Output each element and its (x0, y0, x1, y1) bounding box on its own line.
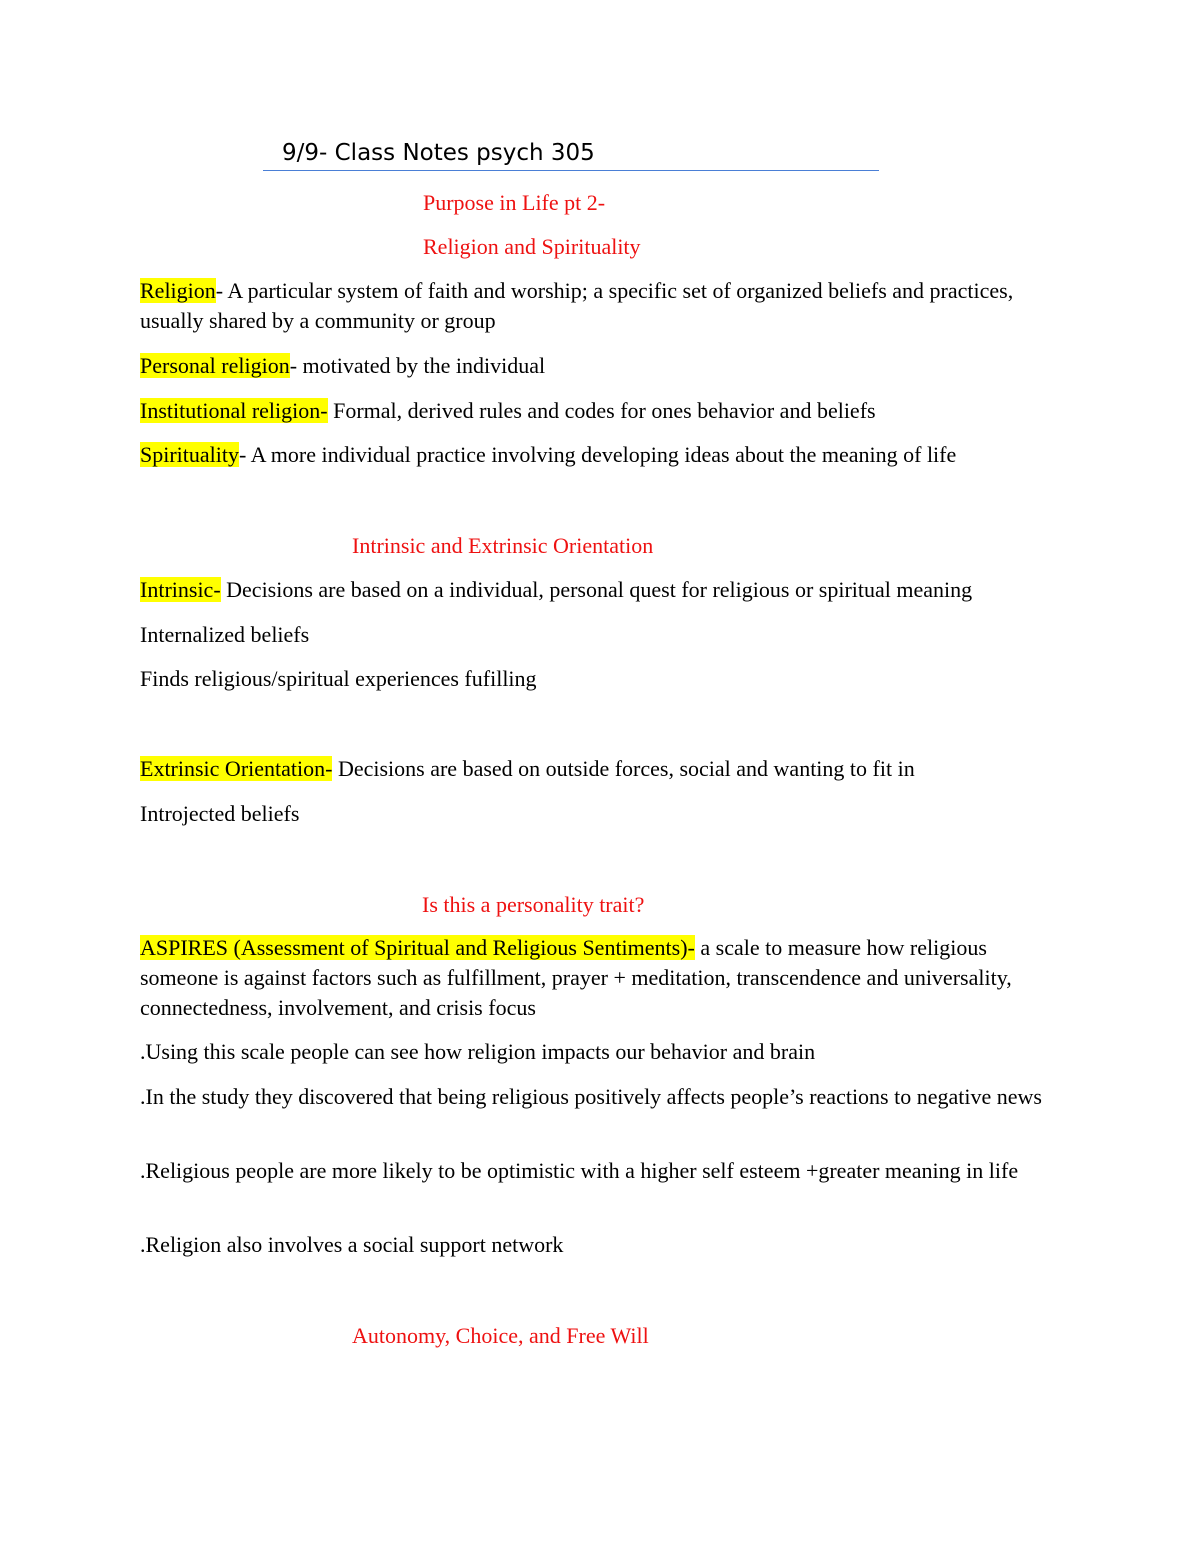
note-internalized: Internalized beliefs (140, 622, 310, 647)
term-intrinsic: Intrinsic- (140, 577, 221, 602)
heading-purpose: Purpose in Life pt 2- (423, 190, 606, 215)
title-underline (263, 170, 879, 171)
text-aspires: a scale to measure how religious someone is against factors such as fulfillment, prayer + meditation, transcendence and universality, connectedness, involvement, and crisis focus (140, 935, 1012, 1020)
term-institutional-religion: Institutional religion- (140, 398, 328, 423)
list-item: .Religion also involves a social support network (140, 1232, 564, 1257)
text-spirituality: - A more individual practice involving developing ideas about the meaning of life (239, 442, 957, 467)
text-intrinsic: Decisions are based on a individual, personal quest for religious or spiritual meaning (220, 577, 973, 602)
heading-autonomy: Autonomy, Choice, and Free Will (352, 1323, 649, 1348)
heading-orientation: Intrinsic and Extrinsic Orientation (352, 533, 654, 558)
note-introjected: Introjected beliefs (140, 801, 300, 826)
term-extrinsic: Extrinsic Orientation- (140, 756, 333, 781)
heading-personality: Is this a personality trait? (422, 892, 645, 917)
text-personal-religion: - motivated by the individual (289, 353, 546, 378)
note-fulfilling: Finds religious/spiritual experiences fufilling (140, 666, 537, 691)
definition-institutional-religion (140, 396, 1070, 426)
text-extrinsic: Decisions are based on outside forces, social and wanting to fit in (332, 756, 915, 781)
page-title: 9/9- Class Notes psych 305 (282, 140, 595, 166)
heading-religion-spirituality: Religion and Spirituality (423, 234, 641, 259)
definition-extrinsic (140, 754, 1070, 784)
definition-aspires (140, 933, 1070, 1023)
definition-religion (140, 276, 1070, 336)
list-item: .Using this scale people can see how religion impacts our behavior and brain (140, 1039, 816, 1064)
text-religion: - A particular system of faith and worship; a specific set of organized beliefs and practices, usually shared by a community or group (140, 278, 1014, 333)
definition-intrinsic (140, 575, 1070, 605)
term-religion: Religion (140, 278, 216, 303)
definition-spirituality (140, 440, 1070, 470)
term-personal-religion: Personal religion (140, 353, 290, 378)
list-item: .In the study they discovered that being religious positively affects people’s reactions to negative news (140, 1084, 1042, 1109)
term-aspires: ASPIRES (Assessment of Spiritual and Religious Sentiments)- (140, 935, 695, 960)
list-item: .Religious people are more likely to be optimistic with a higher self esteem +greater meaning in life (140, 1158, 1019, 1183)
text-institutional-religion: Formal, derived rules and codes for ones behavior and beliefs (327, 398, 876, 423)
term-spirituality: Spirituality (140, 442, 239, 467)
definition-personal-religion (140, 351, 1070, 381)
